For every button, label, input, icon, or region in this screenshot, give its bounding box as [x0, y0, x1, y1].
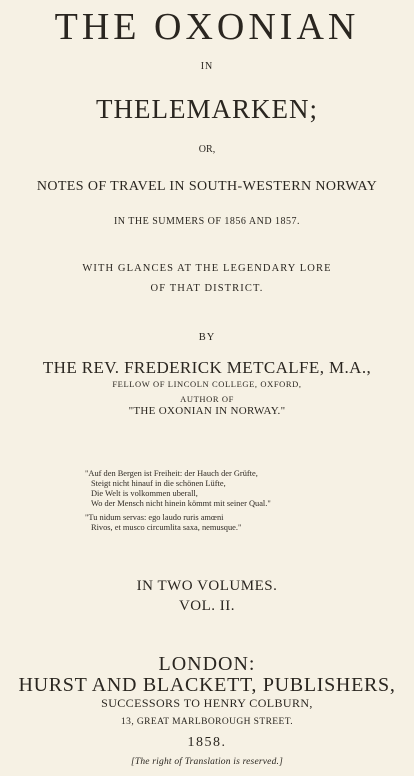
rights-notice: [The right of Translation is reserved.] — [130, 757, 284, 767]
epigraph-line: Wo der Mensch nicht hinein kömmt mit seiner Qual." — [91, 499, 271, 508]
german-epigraph — [85, 469, 375, 509]
volume-count: IN TWO VOLUMES. — [136, 578, 278, 594]
latin-epigraph — [85, 513, 375, 533]
main-title: THE OXONIAN — [54, 6, 360, 48]
title-connector-in: IN — [200, 61, 214, 72]
epigraph-line: Rivos, et musco circumlita saxa, nemusque." — [91, 523, 242, 532]
imprint-city: LONDON: — [158, 653, 256, 675]
subtitle-notes: NOTES OF TRAVEL IN SOUTH-WESTERN NORWAY — [36, 179, 378, 194]
subtitle-glances-line-1: WITH GLANCES AT THE LEGENDARY LORE — [82, 263, 332, 274]
place-title: THELEMARKEN; — [96, 94, 318, 124]
epigraph-line: "Auf den Bergen ist Freiheit: der Hauch der Grüfte, — [85, 469, 258, 478]
imprint-successors: SUCCESSORS TO HENRY COLBURN, — [101, 696, 313, 710]
imprint-address: 13, GREAT MARLBOROUGH STREET. — [121, 717, 293, 727]
title-connector-or: OR, — [198, 144, 216, 155]
epigraph-line: Steigt nicht hinauf in die schönen Lüfte, — [91, 479, 226, 488]
subtitle-glances-line-2: OF THAT DISTRICT. — [150, 283, 264, 294]
imprint-publisher: HURST AND BLACKETT, PUBLISHERS, — [18, 674, 396, 696]
byline-by: BY — [198, 332, 216, 343]
author-affiliation: FELLOW OF LINCOLN COLLEGE, OXFORD, — [112, 379, 302, 389]
epigraph-line: "Tu nidum servas: ego laudo ruris amœni — [85, 513, 224, 522]
prior-work-title: "THE OXONIAN IN NORWAY." — [128, 405, 286, 417]
subtitle-summers: IN THE SUMMERS OF 1856 AND 1857. — [113, 216, 301, 227]
publication-year: 1858. — [187, 735, 227, 750]
epigraph-line: Die Welt is volkommen uberall, — [91, 489, 198, 498]
volume-number: VOL. II. — [178, 598, 236, 614]
author-of-label: AUTHOR OF — [180, 394, 234, 404]
author-name: THE REV. FREDERICK METCALFE, M.A., — [42, 358, 372, 377]
